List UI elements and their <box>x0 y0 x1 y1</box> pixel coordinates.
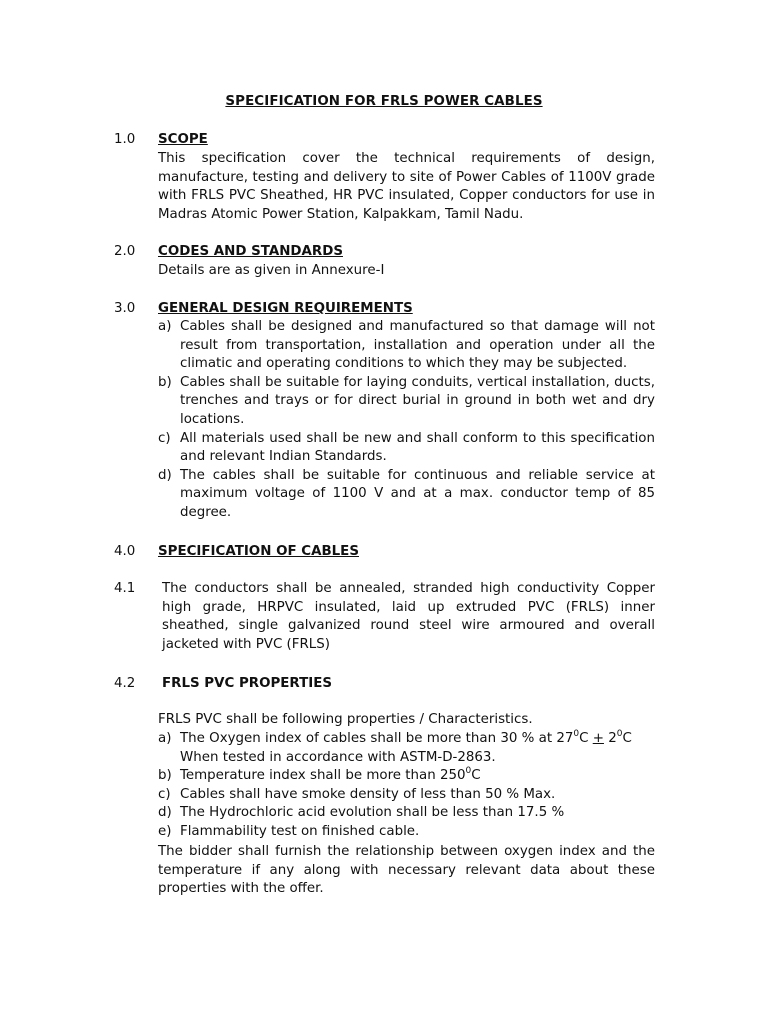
list-marker: d) <box>158 805 172 821</box>
list-marker: a) <box>158 319 172 334</box>
list-item-text: The Hydrochloric acid evolution shall be less than 17.5 % <box>180 805 565 821</box>
list-item-text: All materials used shall be new and shall conform to this specification and relevant Indian Standards. <box>180 430 655 465</box>
list-item <box>158 804 655 823</box>
list-marker: b) <box>158 768 172 784</box>
list-item <box>158 767 655 786</box>
list-item <box>158 786 655 805</box>
section-number-3: 3.0 <box>114 301 136 316</box>
list-item-text: Cables shall be suitable for laying conduits, vertical installation, ducts, trenches and trays or for direct burial in ground in both wet and dry locations. <box>180 374 655 427</box>
list-marker: e) <box>158 823 172 839</box>
list-item-text: Cables shall have smoke density of less than 50 % Max. <box>180 786 556 802</box>
section-heading-frls: FRLS PVC PROPERTIES <box>162 676 333 691</box>
list-marker: c) <box>158 786 171 802</box>
section-number-1: 1.0 <box>114 132 136 147</box>
plus-minus-symbol: + <box>592 731 604 746</box>
list-item <box>158 430 655 467</box>
list-item <box>158 467 655 523</box>
document-title: SPECIFICATION FOR FRLS POWER CABLES <box>225 94 543 109</box>
list-item <box>158 318 655 374</box>
list-item <box>158 823 655 842</box>
tolerance-text: 2 <box>603 731 617 746</box>
scope-paragraph: This specification cover the technical requirements of design, manufacture, testing and delivery to site of Power Cables of 1100V grade with FRLS PVC Sheathed, HR PVC insulated, Copper conductors for use in Madras Atomic Power Station, Kalpakkam, Tamil Nadu. <box>158 151 655 222</box>
section-number-4: 4.0 <box>114 544 136 559</box>
list-item-text: Temperature index shall be more than 250 <box>180 768 466 784</box>
frls-properties-list <box>158 730 655 842</box>
list-item-text: Flammability test on finished cable. <box>180 823 420 839</box>
degree-superscript: 0 <box>573 729 580 739</box>
codes-paragraph: Details are as given in Annexure-I <box>158 263 385 278</box>
unit-text: C <box>471 768 481 784</box>
section-heading-codes: CODES AND STANDARDS <box>158 244 343 259</box>
list-marker: d) <box>158 467 172 483</box>
unit-text: C <box>579 731 593 746</box>
oxygen-index-text: The Oxygen index of cables shall be more than 30 % at 27 <box>180 731 574 746</box>
frls-intro: FRLS PVC shall be following properties / Characteristics. <box>158 712 533 727</box>
list-item-text: Cables shall be designed and manufactured so that damage will not result from transportation, installation and operation under all the climatic and operating conditions to which they may be subjected. <box>180 319 655 372</box>
list-marker: c) <box>158 430 171 446</box>
section-number-4-1: 4.1 <box>114 581 136 596</box>
astm-reference-text: When tested in accordance with ASTM-D-2863. <box>180 749 496 765</box>
section-number-2: 2.0 <box>114 244 136 259</box>
list-marker: b) <box>158 374 172 390</box>
section-heading-design: GENERAL DESIGN REQUIREMENTS <box>158 301 413 316</box>
section-number-4-2: 4.2 <box>114 676 136 691</box>
conductor-paragraph: The conductors shall be annealed, stranded high conductivity Copper high grade, HRPVC insulated, laid up extruded PVC (FRLS) inner sheathed, single galvanized round steel wire armoured and overall jacketed with PVC (FRLS) <box>162 581 655 652</box>
unit-text: C <box>622 731 632 746</box>
list-marker: a) <box>158 731 172 746</box>
closing-paragraph: The bidder shall furnish the relationship between oxygen index and the temperature if any along with necessary relevant data about these properties with the offer. <box>158 844 655 897</box>
degree-superscript: 0 <box>616 729 623 739</box>
degree-superscript: 0 <box>465 766 472 777</box>
section-heading-scope: SCOPE <box>158 132 208 147</box>
list-item-text: The cables shall be suitable for continuous and reliable service at maximum voltage of 1100 V and at a max. conductor temp of 85 degree. <box>180 467 655 520</box>
design-requirements-list <box>158 318 655 523</box>
list-item <box>158 730 655 767</box>
section-heading-spec: SPECIFICATION OF CABLES <box>158 544 359 559</box>
list-item <box>158 374 655 430</box>
